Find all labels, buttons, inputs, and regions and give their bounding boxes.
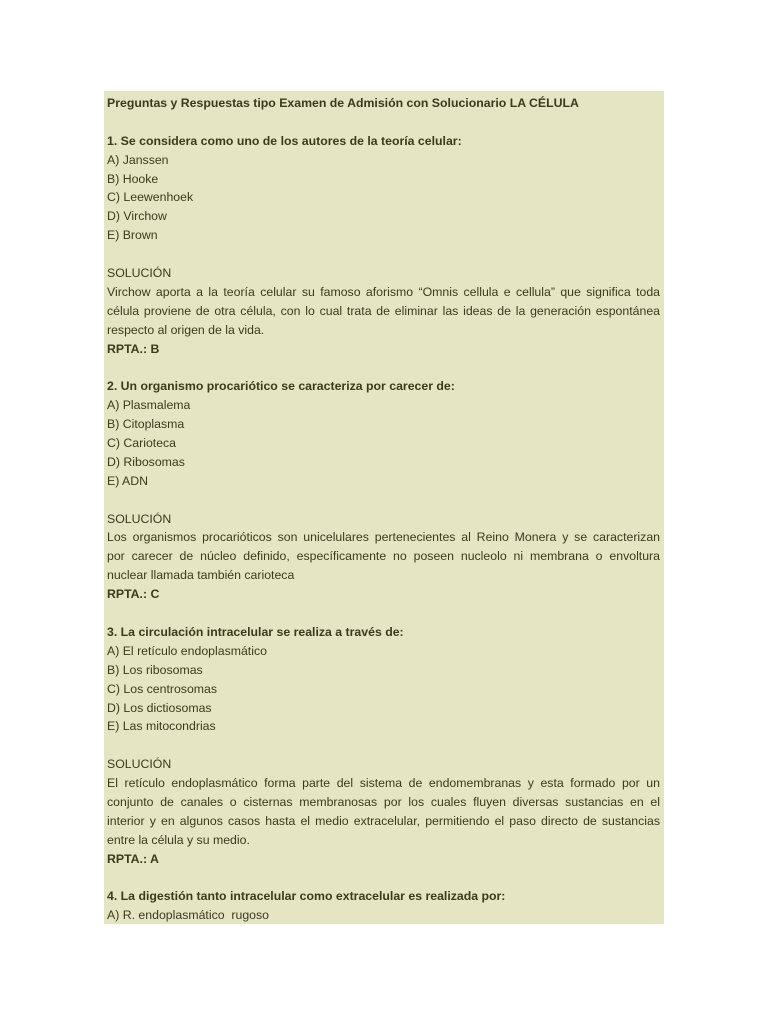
answer-option: A) Plasmalema (107, 398, 191, 413)
question-block-1 (107, 132, 660, 359)
answer-option: C) Carioteca (107, 436, 177, 451)
solution-text-line: nuclear llamada también carioteca (107, 568, 295, 583)
answer-option: A) R. endoplasmático rugoso (107, 908, 269, 923)
question-text: 4. La digestión tanto intracelular como extracelular es realizada por: (107, 889, 506, 904)
answer-option: E) Las mitocondrias (107, 719, 216, 734)
solution-text-line: célula proviene de otra célula, con lo cual trata de eliminar las ideas de la generación espontánea (107, 303, 660, 318)
answer-option: A) El retículo endoplasmático (107, 643, 267, 658)
solution-text-line: entre la célula y su medio. (107, 832, 250, 847)
answer-option: D) Virchow (107, 209, 167, 224)
solution-text-line: Virchow aporta a la teoría celular su famoso aforismo “Omnis cellula e cellula” que significa toda (107, 284, 660, 299)
question-text: 1. Se considera como uno de los autores de la teoría celular: (107, 133, 462, 148)
document-page (104, 91, 664, 924)
answer-option: E) ADN (107, 473, 148, 488)
solution-text-line: por carecer de núcleo definido, específicamente no poseen nucleolo ni membrana o envoltura (107, 549, 660, 564)
document-content (107, 94, 660, 924)
answer-option: A) Janssen (107, 152, 169, 167)
question-block-3 (107, 623, 660, 869)
solution-heading: SOLUCIÓN (107, 511, 172, 526)
answer-option: B) Hooke (107, 171, 159, 186)
answer-key: RPTA.: A (107, 851, 159, 866)
answer-option: D) Los dictiosomas (107, 700, 212, 715)
solution-text-line: respecto al origen de la vida. (107, 322, 265, 337)
solution-heading: SOLUCIÓN (107, 266, 172, 281)
answer-key: RPTA.: B (107, 341, 160, 356)
answer-option: B) Citoplasma (107, 417, 185, 432)
solution-text-line: El retículo endoplasmático forma parte del sistema de endomembranas y esta formado por un (107, 776, 660, 791)
solution-text-line: Los organismos procarióticos son unicelulares pertenecientes al Reino Monera y se caracterizan (107, 530, 660, 545)
question-block-2 (107, 377, 660, 604)
question-text: 3. La circulación intracelular se realiza a través de: (107, 624, 404, 639)
solution-text-line: interior y en algunos casos hasta el medio extracelular, permitiendo el paso directo de sustancias (107, 813, 660, 828)
solution-heading: SOLUCIÓN (107, 757, 172, 772)
question-text: 2. Un organismo procariótico se caracteriza por carecer de: (107, 379, 455, 394)
answer-option: C) Los centrosomas (107, 681, 218, 696)
question-block-4 (107, 887, 660, 924)
answer-key: RPTA.: C (107, 587, 160, 602)
answer-option: C) Leewenhoek (107, 190, 194, 205)
answer-option: B) Los ribosomas (107, 662, 203, 677)
solution-text-line: conjunto de canales o cisternas membranosas por los cuales fluyen diversas sustancias en el (107, 794, 660, 809)
answer-option: E) Brown (107, 228, 158, 243)
answer-option: D) Ribosomas (107, 454, 185, 469)
document-title: Preguntas y Respuestas tipo Examen de Admisión con Solucionario LA CÉLULA (107, 96, 579, 110)
